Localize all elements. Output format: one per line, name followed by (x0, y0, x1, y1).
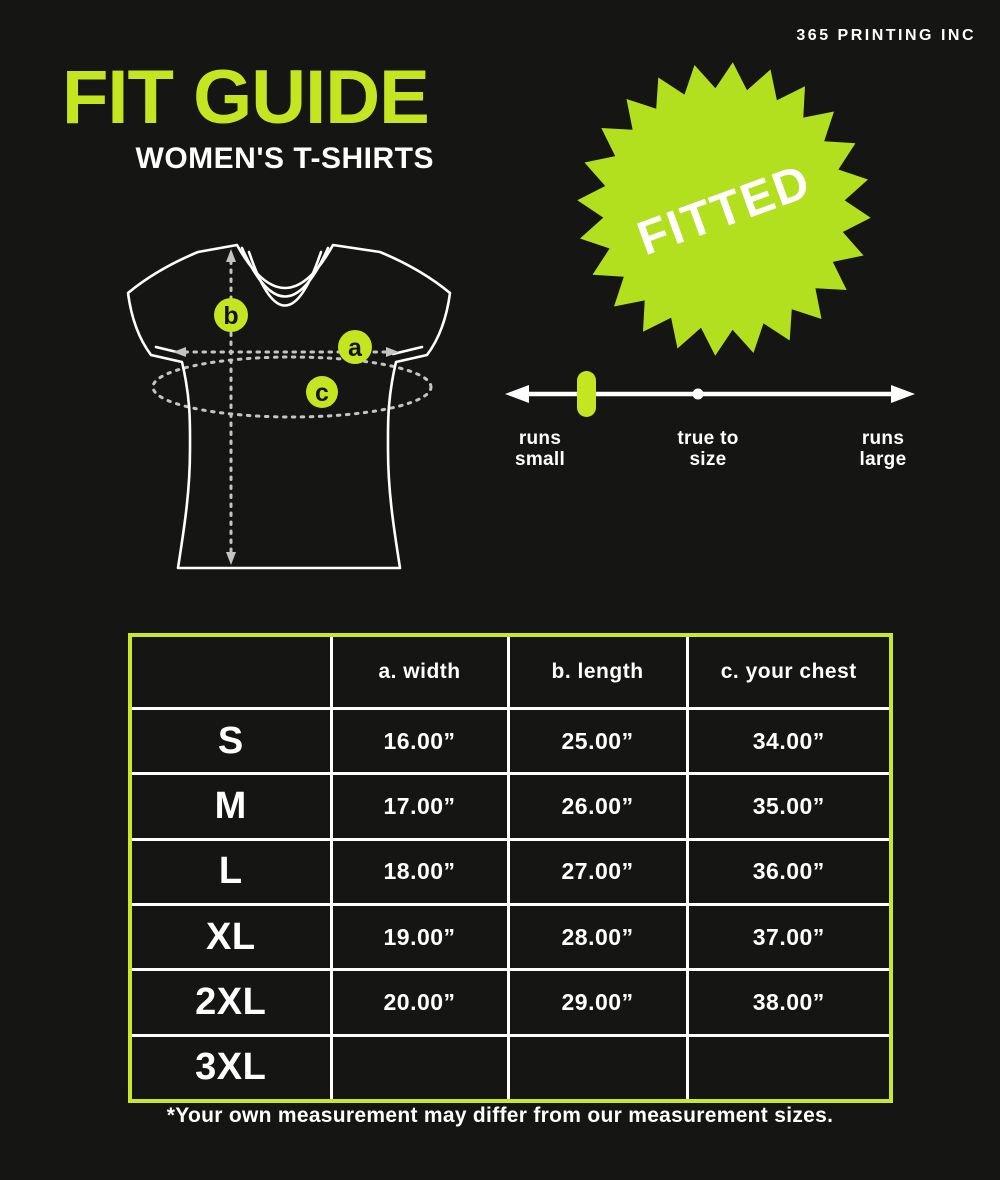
header-cell-width: a. width (333, 637, 507, 707)
cell-width: 20.00” (333, 971, 507, 1033)
cell-width: 18.00” (333, 841, 507, 903)
cell-length: 29.00” (510, 971, 686, 1033)
cell-length: 27.00” (510, 841, 686, 903)
fitted-badge-label: FITTED (630, 154, 819, 267)
cell-chest: 38.00” (689, 971, 889, 1033)
cell-width (333, 1037, 507, 1099)
cell-size: 3XL (132, 1037, 330, 1099)
page-subtitle: WOMEN'S T-SHIRTS (135, 142, 434, 175)
cell-length (510, 1037, 686, 1099)
cell-width: 17.00” (333, 775, 507, 837)
scale-label-line: small (514, 449, 566, 470)
page-title: FIT GUIDE (62, 55, 429, 140)
arrow-down-icon (226, 552, 236, 565)
cell-width: 19.00” (333, 906, 507, 968)
cell-size: S (132, 710, 330, 772)
title-block (62, 55, 434, 176)
fit-marker-pill (577, 371, 596, 417)
cell-size: L (132, 841, 330, 903)
scale-label-runs-small (498, 428, 582, 470)
scale-label-line: runs (518, 428, 562, 449)
cell-chest: 36.00” (689, 841, 889, 903)
size-table (128, 633, 893, 1103)
cell-size: M (132, 775, 330, 837)
arrow-left-icon (173, 347, 186, 357)
scale-label-runs-large (836, 428, 930, 470)
true-to-size-dot (693, 389, 704, 400)
scale-label-line: runs (861, 428, 905, 449)
scale-label-line: large (859, 449, 907, 470)
cell-size: 2XL (132, 971, 330, 1033)
scale-arrow-left-icon (505, 385, 529, 403)
header-cell-empty (132, 637, 330, 707)
brand-name: 365 PRINTING INC (796, 27, 976, 44)
cell-size: XL (132, 906, 330, 968)
scale-label-line: true to (677, 428, 739, 449)
cell-chest: 37.00” (689, 906, 889, 968)
scale-arrow-right-icon (891, 385, 915, 403)
tshirt-diagram (105, 235, 485, 585)
header-cell-length: b. length (510, 637, 686, 707)
cell-length: 25.00” (510, 710, 686, 772)
cell-chest: 34.00” (689, 710, 889, 772)
cell-chest: 35.00” (689, 775, 889, 837)
measurement-disclaimer: *Your own measurement may differ from our measurement sizes. (166, 1104, 834, 1127)
marker-c-label: c (315, 379, 329, 407)
scale-label-true-to-size (656, 428, 760, 470)
header-cell-chest: c. your chest (689, 637, 889, 707)
arrow-right-icon (386, 347, 399, 357)
cell-chest (689, 1037, 889, 1099)
cell-length: 26.00” (510, 775, 686, 837)
arrow-up-icon (226, 249, 236, 262)
cell-length: 28.00” (510, 906, 686, 968)
sleeve-hem-icon (393, 347, 422, 354)
fitted-badge (575, 60, 873, 358)
fit-scale (500, 365, 920, 427)
scale-label-line: size (689, 449, 727, 470)
cell-width: 16.00” (333, 710, 507, 772)
marker-b-label: b (223, 302, 239, 330)
marker-a-label: a (348, 334, 362, 362)
